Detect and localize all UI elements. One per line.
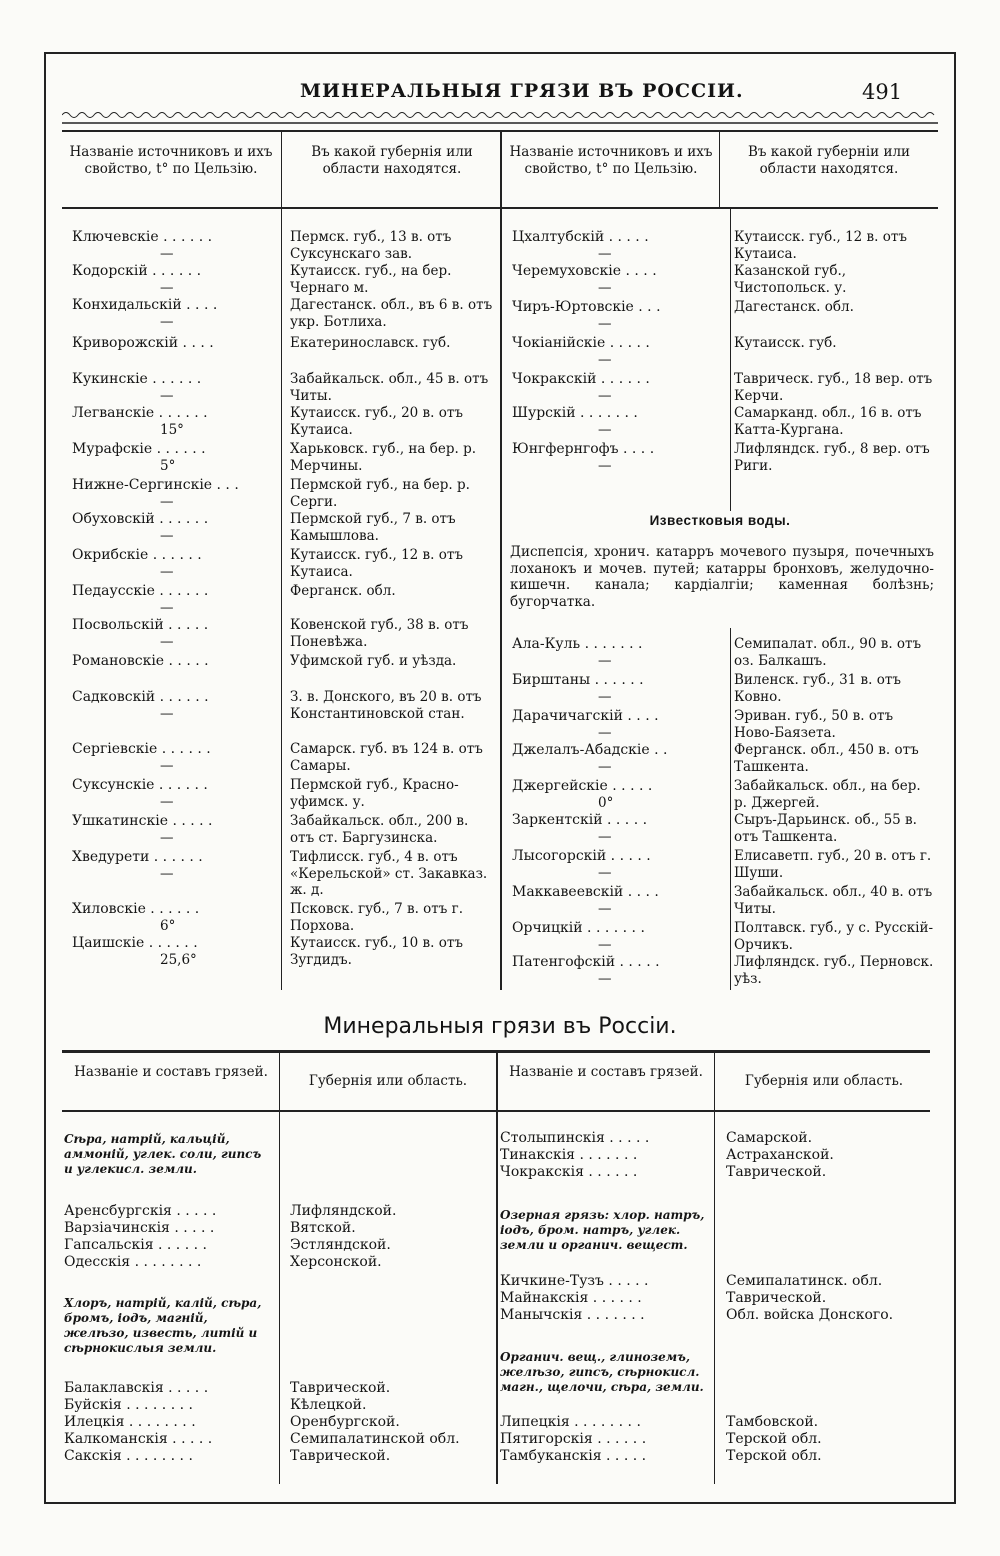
spring-location: Пермской губ., на бер. р. Серги. — [290, 477, 470, 510]
mud-name: Липецкія . . . . . . . . — [500, 1414, 641, 1430]
spring-temperature: — — [160, 634, 174, 650]
spring-location: З. в. Донского, въ 20 в. отъ Константиновской стан. — [290, 689, 482, 722]
spring-name: Юнгфернгофъ . . . . — [512, 441, 655, 457]
spring-location: Харьковск. губ., на бер. р. Мерчины. — [290, 441, 477, 474]
spring-name: Садковскій . . . . . . — [72, 689, 209, 705]
table1-col-header-place-right: Въ какой губерніи или области находятся. — [747, 144, 911, 177]
spring-name: Конхидальскій . . . . — [72, 297, 218, 313]
spring-name: Цхалтубскій . . . . . — [512, 229, 649, 245]
spring-name: Хиловскіе . . . . . . — [72, 901, 200, 917]
spring-temperature: — — [598, 388, 612, 404]
spring-temperature: — — [598, 725, 612, 741]
spring-temperature: — — [160, 246, 174, 262]
spring-location: Кутаисск. губ., 12 в. отъ Кутаиса. — [734, 229, 907, 262]
spring-location: Уфимской губ. и уѣзда. — [290, 653, 457, 669]
spring-location: Эриван. губ., 50 в. отъ Ново-Баязета. — [734, 708, 894, 741]
spring-location: Дагестанск. обл., въ 6 в. отъ укр. Ботлиха. — [290, 297, 493, 330]
spring-temperature: — — [598, 422, 612, 438]
table1-col-divider-1 — [281, 130, 282, 990]
spring-name: Мурафскіе . . . . . . — [72, 441, 206, 457]
spring-location: Таврическ. губ., 18 вер. отъ Керчи. — [734, 371, 933, 404]
spring-name: Посвольскій . . . . . — [72, 617, 209, 633]
mud-name: Кичкине-Тузъ . . . . . — [500, 1273, 649, 1289]
table2-col-divider-2 — [496, 1052, 498, 1484]
table2-col-header-place-right: Губернія или область. — [744, 1073, 904, 1089]
table2-col-header-name-left: Названіе и составъ грязей. — [74, 1064, 268, 1080]
spring-temperature: — — [160, 830, 174, 846]
spring-location: Дагестанск. обл. — [734, 299, 854, 315]
mud-name: Тинакскія . . . . . . . — [500, 1147, 638, 1163]
spring-name: Обуховскій . . . . . . — [72, 511, 209, 527]
mud-name: Сакскія . . . . . . . . — [64, 1448, 193, 1464]
spring-temperature: 6° — [160, 918, 176, 934]
spring-name: Заркентскій . . . . . — [512, 812, 648, 828]
mud-name: Гапсальскія . . . . . . — [64, 1237, 207, 1253]
spring-name: Педаусскіе . . . . . . — [72, 583, 209, 599]
spring-location: Самаркaнд. обл., 16 в. отъ Катта-Кургана. — [734, 405, 922, 438]
mud-name: Одесскія . . . . . . . . — [64, 1254, 202, 1270]
section2-title: Минеральныя грязи въ Россіи. — [323, 1014, 677, 1039]
spring-location: Ферганск. обл., 450 в. отъ Ташкента. — [734, 742, 919, 775]
spring-location: Кутаисск. губ., 12 в. отъ Кутаиса. — [290, 547, 463, 580]
mud-region: Астраханской. — [726, 1147, 834, 1163]
spring-temperature: — — [160, 866, 174, 882]
mud-region: Таврической. — [290, 1380, 391, 1396]
mud-composition: Сѣра, натрій, кальцій, аммоній, углек. соли, гипсъ и углекисл. земли. — [64, 1132, 262, 1176]
spring-temperature: — — [598, 689, 612, 705]
spring-name: Криворожскій . . . . — [72, 335, 214, 351]
spring-temperature: — — [598, 759, 612, 775]
table2-col-header-place-left: Губернія или область. — [308, 1073, 468, 1089]
spring-location: Казанской губ., Чистопольск. у. — [734, 263, 847, 296]
spring-name: Шурскій . . . . . . . — [512, 405, 638, 421]
mud-region: Самарской. — [726, 1130, 813, 1146]
mud-region: Кѣлецкой. — [290, 1397, 367, 1413]
spring-temperature: — — [598, 653, 612, 669]
spring-temperature: — — [598, 280, 612, 296]
spring-temperature: 0° — [598, 795, 614, 811]
table1-col-header-place-left: Въ какой губернія или области находятся. — [311, 144, 473, 177]
spring-location: Кутаисск. губ., на бер. Чернаго м. — [290, 263, 452, 296]
spring-name: Романовскіе . . . . . — [72, 653, 209, 669]
spring-location: Ферганск. обл. — [290, 583, 396, 599]
spring-name: Сергіевскіе . . . . . . — [72, 741, 211, 757]
spring-location: Сыръ-Дарьинск. об., 55 в. отъ Ташкента. — [734, 812, 917, 845]
spring-temperature: — — [598, 458, 612, 474]
spring-location: Екатеринославск. губ. — [290, 335, 451, 351]
mud-name: Балаклавскія . . . . . — [64, 1380, 209, 1396]
spring-name: Ключевскіе . . . . . . — [72, 229, 213, 245]
spring-temperature: — — [160, 314, 174, 330]
table1-col-divider-4 — [730, 208, 731, 511]
spring-location: Самарск. губ. въ 124 в. отъ Самары. — [290, 741, 483, 774]
mud-region: Лифляндской. — [290, 1203, 397, 1219]
spring-name: Лысогорскій . . . . . — [512, 848, 651, 864]
spring-location: Ковенской губ., 38 в. отъ Поневѣжа. — [290, 617, 469, 650]
spring-location: Полтавск. губ., у с. Русскій-Орчикъ. — [734, 920, 934, 953]
spring-location: Семипалат. обл., 90 в. отъ оз. Балкашъ. — [734, 636, 922, 669]
spring-location: Кутаисск. губ., 20 в. отъ Кутаиса. — [290, 405, 463, 438]
mud-region: Таврической. — [726, 1164, 827, 1180]
spring-temperature: 5° — [160, 458, 176, 474]
mud-name: Калкоманскія . . . . . — [64, 1431, 213, 1447]
spring-name: Чокіанійскіе . . . . . — [512, 335, 650, 351]
spring-name: Чиръ-Юртовскіе . . . — [512, 299, 661, 315]
mud-region: Семипалатинской обл. — [290, 1431, 460, 1447]
spring-name: Окрибскіе . . . . . . — [72, 547, 202, 563]
table2-col-divider-3 — [714, 1052, 715, 1484]
mud-name: Чокракскія . . . . . . — [500, 1164, 638, 1180]
mud-composition: Хлоръ, натрій, калій, сѣра, бромъ, іодъ, магній, желѣзо, известь, литій и сѣрнокислыя земли. — [64, 1296, 262, 1355]
section-title-lime-waters: Известковыя воды. — [649, 513, 791, 528]
spring-temperature: — — [160, 794, 174, 810]
spring-name: Дарачичагскій . . . . — [512, 708, 659, 724]
spring-temperature: — — [598, 316, 612, 332]
page-title: МИНЕРАЛЬНЫЯ ГРЯЗИ ВЪ РОССІИ. — [300, 80, 744, 102]
mud-name: Пятигорскія . . . . . . — [500, 1431, 647, 1447]
spring-location: Забайкальск. обл., 40 в. отъ Читы. — [734, 884, 933, 917]
spring-location: Лифляндск. губ., Перновск. уѣз. — [734, 954, 934, 987]
spring-temperature: — — [160, 600, 174, 616]
spring-temperature: — — [598, 865, 612, 881]
spring-temperature: — — [160, 564, 174, 580]
spring-location: Виленск. губ., 31 в. отъ Ковно. — [734, 672, 901, 705]
spring-location: Лифляндск. губ., 8 вер. отъ Риги. — [734, 441, 930, 474]
spring-name: Хведурети . . . . . . — [72, 849, 203, 865]
mud-name: Столыпинскія . . . . . — [500, 1130, 650, 1146]
spring-name: Патенгофскій . . . . . — [512, 954, 660, 970]
spring-name: Орчицкій . . . . . . . — [512, 920, 645, 936]
spring-location: Тифлисск. губ., 4 в. отъ «Керельской» ст. Закавказ. ж. д. — [290, 849, 488, 898]
table2-col-header-name-right: Названіе и составъ грязей. — [509, 1064, 703, 1080]
mud-region: Терской обл. — [726, 1431, 822, 1447]
spring-name: Бирштаны . . . . . . — [512, 672, 644, 688]
spring-temperature: — — [160, 758, 174, 774]
spring-location: Забайкальск. обл., на бер. р. Джергей. — [734, 778, 921, 811]
mud-composition: Органич. вещ., глиноземъ, желѣзо, гипсъ, сѣрнокисл. магн., щелочи, сѣра, земли. — [500, 1350, 704, 1394]
spring-temperature: — — [160, 388, 174, 404]
mud-region: Оренбургской. — [290, 1414, 400, 1430]
spring-temperature: — — [598, 246, 612, 262]
mud-region: Тамбовской. — [726, 1414, 819, 1430]
spring-name: Кукинскіе . . . . . . — [72, 371, 202, 387]
table2-col-divider-1 — [279, 1052, 280, 1484]
page-number: 491 — [862, 80, 903, 104]
spring-location: Пермск. губ., 13 в. отъ Суксунскаго зав. — [290, 229, 452, 262]
spring-location: Забайкальск. обл., 200 в. отъ ст. Баргузинска. — [290, 813, 469, 846]
spring-name: Черемуховскіе . . . . — [512, 263, 657, 279]
spring-temperature: 25,6° — [160, 952, 197, 968]
spring-location: Пермской губ., 7 в. отъ Камышлова. — [290, 511, 456, 544]
spring-location: Забайкальск. обл., 45 в. отъ Читы. — [290, 371, 489, 404]
spring-name: Цаишскіе . . . . . . — [72, 935, 198, 951]
spring-name: Джергейскіе . . . . . — [512, 778, 653, 794]
spring-temperature: — — [598, 829, 612, 845]
mud-region: Вятской. — [290, 1220, 356, 1236]
mud-composition: Озерная грязь: хлор. натръ, іодъ, бром. натръ, углек. земли и органич. вещест. — [500, 1208, 705, 1252]
spring-name: Суксунскіе . . . . . . — [72, 777, 208, 793]
mud-name: Майнакскія . . . . . . — [500, 1290, 642, 1306]
spring-temperature: — — [598, 352, 612, 368]
mud-region: Семипалатинск. обл. — [726, 1273, 883, 1289]
section-description: Диспепсія, хронич. катарръ мочевого пузыря, почечныхъ лоханокъ и мочев. путей; катарры бронховъ, желудочно-кишечн. канала; кардіалгіи; каменная болѣзнь; бугорчатка. — [510, 544, 934, 610]
table1-col-divider-3 — [719, 130, 720, 208]
table1-col-divider-5 — [730, 628, 731, 990]
table1-col-header-name-left: Названіе источниковъ и ихъ свойство, t° по Цельзію. — [69, 144, 273, 177]
spring-name: Джелалъ-Абадскіе . . — [512, 742, 668, 758]
spring-temperature: — — [160, 494, 174, 510]
mud-name: Илецкія . . . . . . . . — [64, 1414, 196, 1430]
table1-col-header-name-right: Названіе источниковъ и ихъ свойство, t° по Цельзію. — [509, 144, 713, 177]
spring-name: Маккавеевскій . . . . — [512, 884, 659, 900]
spring-temperature: — — [598, 971, 612, 987]
spring-temperature: — — [160, 280, 174, 296]
mud-region: Обл. войска Донского. — [726, 1307, 894, 1323]
mud-region: Таврической. — [290, 1448, 391, 1464]
spring-temperature: — — [160, 528, 174, 544]
spring-location: Пермской губ., Красно-уфимск. у. — [290, 777, 459, 810]
spring-temperature: — — [598, 901, 612, 917]
mud-name: Аренсбургскія . . . . . — [64, 1203, 217, 1219]
spring-temperature: — — [598, 937, 612, 953]
spring-location: Елисаветп. губ., 20 в. отъ г. Шуши. — [734, 848, 932, 881]
spring-temperature: — — [160, 706, 174, 722]
mud-name: Варзіачинскія . . . . . — [64, 1220, 215, 1236]
table1-col-divider-2 — [500, 130, 502, 990]
spring-temperature: 15° — [160, 422, 184, 438]
mud-name: Буйскія . . . . . . . . — [64, 1397, 193, 1413]
spring-location: Кутаисск. губ. — [734, 335, 837, 351]
mud-name: Тамбуканскія . . . . . — [500, 1448, 647, 1464]
mud-region: Терской обл. — [726, 1448, 822, 1464]
spring-name: Нижне-Сергинскіе . . . — [72, 477, 239, 493]
spring-name: Легванскіе . . . . . . — [72, 405, 208, 421]
spring-location: Псковск. губ., 7 в. отъ г. Порхова. — [290, 901, 464, 934]
mud-region: Херсонской. — [290, 1254, 382, 1270]
spring-location: Кутаисск. губ., 10 в. отъ Зугдидъ. — [290, 935, 463, 968]
mud-region: Эстляндской. — [290, 1237, 391, 1253]
mud-region: Таврической. — [726, 1290, 827, 1306]
mud-name: Манычскія . . . . . . . — [500, 1307, 645, 1323]
spring-name: Кодорскій . . . . . . — [72, 263, 202, 279]
spring-name: Ала-Куль . . . . . . . — [512, 636, 643, 652]
wavy-rule — [62, 110, 938, 126]
spring-name: Чокракскій . . . . . . — [512, 371, 650, 387]
spring-name: Ушкатинскіе . . . . . — [72, 813, 213, 829]
